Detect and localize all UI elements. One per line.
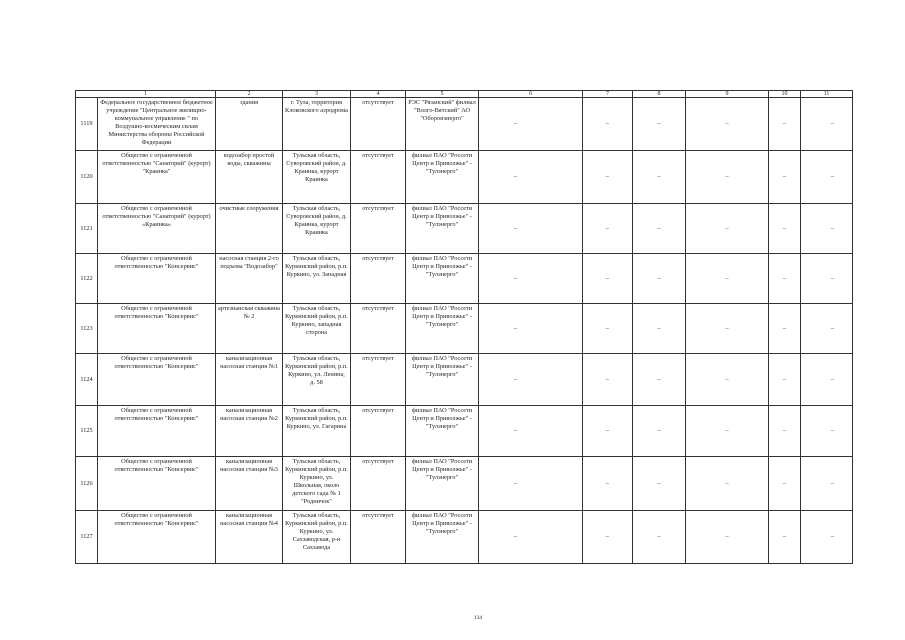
row-number: 1122 xyxy=(76,254,98,304)
grid-organization-cell: филиал ПАО "Россети Центр и Приволжье" - "Тулэнерго" xyxy=(406,354,479,406)
column-10-cell: – xyxy=(769,254,801,304)
object-address-cell: Тульская область, Суворовский район, д. Краинка, курорт Краинка xyxy=(283,151,351,204)
column-10-cell: – xyxy=(769,204,801,254)
column-10-cell: – xyxy=(769,354,801,406)
column-10-cell: – xyxy=(769,304,801,354)
column-header-8: 8 xyxy=(633,91,686,98)
column-6-cell: – xyxy=(479,204,583,254)
column-8-cell: – xyxy=(633,457,686,511)
column-7-cell: – xyxy=(583,304,633,354)
object-address-cell: Тульская область, Куркинский район, р.п. Куркино, ул. Гагарина xyxy=(283,406,351,457)
column-9-cell: – xyxy=(686,406,769,457)
column-6-cell: – xyxy=(479,457,583,511)
status-cell: отсутствует xyxy=(351,254,406,304)
table-row xyxy=(76,354,853,406)
owner-name-cell: Общество с ограниченной ответственностью "Консервис" xyxy=(98,511,216,564)
row-number: 1123 xyxy=(76,304,98,354)
column-7-cell: – xyxy=(583,254,633,304)
grid-organization-cell: РЭС "Рязанский" филиал "Волго-Вятский" АО "Оборонэнерго" xyxy=(406,98,479,151)
owner-name-cell: Общество с ограниченной ответственностью "Консервис" xyxy=(98,304,216,354)
status-cell: отсутствует xyxy=(351,204,406,254)
status-cell: отсутствует xyxy=(351,511,406,564)
column-9-cell: – xyxy=(686,304,769,354)
row-number: 1121 xyxy=(76,204,98,254)
table-row xyxy=(76,511,853,564)
table-row xyxy=(76,98,853,151)
column-11-cell: – xyxy=(801,254,853,304)
column-11-cell: – xyxy=(801,354,853,406)
column-9-cell: – xyxy=(686,204,769,254)
grid-organization-cell: филиал ПАО "Россети Центр и Приволжье" - "Тулэнерго" xyxy=(406,511,479,564)
column-7-cell: – xyxy=(583,204,633,254)
object-name-cell: водозабор простой воды, скважины xyxy=(216,151,283,204)
column-8-cell: – xyxy=(633,406,686,457)
column-11-cell: – xyxy=(801,406,853,457)
table-row xyxy=(76,151,853,204)
row-number: 1125 xyxy=(76,406,98,457)
column-number-row xyxy=(76,91,853,98)
object-address-cell: Тульская область, Куркинский район, р.п. Куркино, ул. Ленина, д. 58 xyxy=(283,354,351,406)
column-header-1: 1 xyxy=(76,91,216,98)
status-cell: отсутствует xyxy=(351,406,406,457)
column-header-6: 6 xyxy=(479,91,583,98)
column-header-11: 11 xyxy=(801,91,853,98)
object-address-cell: Тульская область, Суворовский район, д. Краинка, курорт Краинка xyxy=(283,204,351,254)
column-10-cell: – xyxy=(769,457,801,511)
object-address-cell: Тульская область, Куркинский район, р.п. Куркино, западная сторона xyxy=(283,304,351,354)
column-7-cell: – xyxy=(583,406,633,457)
column-header-9: 9 xyxy=(686,91,769,98)
column-8-cell: – xyxy=(633,98,686,151)
column-7-cell: – xyxy=(583,354,633,406)
owner-name-cell: Общество с ограниченной ответственностью "Санаторий" (курорт) "Краинка" xyxy=(98,151,216,204)
column-header-10: 10 xyxy=(769,91,801,98)
table-row xyxy=(76,204,853,254)
column-11-cell: – xyxy=(801,98,853,151)
column-9-cell: – xyxy=(686,457,769,511)
column-9-cell: – xyxy=(686,354,769,406)
grid-organization-cell: филиал ПАО "Россети Центр и Приволжье" - "Тулэнерго" xyxy=(406,304,479,354)
status-cell: отсутствует xyxy=(351,98,406,151)
column-11-cell: – xyxy=(801,511,853,564)
column-9-cell: – xyxy=(686,254,769,304)
column-header-3: 3 xyxy=(283,91,351,98)
column-8-cell: – xyxy=(633,204,686,254)
grid-organization-cell: филиал ПАО "Россети Центр и Приволжье" - "Тулэнерго" xyxy=(406,406,479,457)
grid-organization-cell: филиал ПАО "Россети Центр и Приволжье" - "Тулэнерго" xyxy=(406,457,479,511)
column-6-cell: – xyxy=(479,511,583,564)
column-6-cell: – xyxy=(479,151,583,204)
row-number: 1127 xyxy=(76,511,98,564)
owner-name-cell: Общество с ограниченной ответственностью "Консервис" xyxy=(98,254,216,304)
column-10-cell: – xyxy=(769,406,801,457)
column-header-5: 5 xyxy=(406,91,479,98)
column-7-cell: – xyxy=(583,98,633,151)
column-10-cell: – xyxy=(769,511,801,564)
table-row xyxy=(76,304,853,354)
object-address-cell: г. Тула, территория Клоковского аэродрома xyxy=(283,98,351,151)
column-7-cell: – xyxy=(583,151,633,204)
column-10-cell: – xyxy=(769,151,801,204)
column-8-cell: – xyxy=(633,254,686,304)
column-6-cell: – xyxy=(479,304,583,354)
object-address-cell: Тульская область, Куркинский район, р.п. Куркино, ул. Сахзаводская, р-н Сахзавода xyxy=(283,511,351,564)
column-8-cell: – xyxy=(633,511,686,564)
registry-table xyxy=(75,90,853,564)
column-11-cell: – xyxy=(801,304,853,354)
column-10-cell: – xyxy=(769,98,801,151)
column-header-7: 7 xyxy=(583,91,633,98)
column-6-cell: – xyxy=(479,354,583,406)
object-name-cell: артезианская скважина № 2 xyxy=(216,304,283,354)
column-9-cell: – xyxy=(686,151,769,204)
owner-name-cell: Общество с ограниченной ответственностью "Санаторий" (курорт) «Краинка» xyxy=(98,204,216,254)
column-11-cell: – xyxy=(801,457,853,511)
object-name-cell: канализационная насосная станция №4 xyxy=(216,511,283,564)
column-8-cell: – xyxy=(633,304,686,354)
grid-organization-cell: филиал ПАО "Россети Центр и Приволжье" - "Тулэнерго" xyxy=(406,151,479,204)
status-cell: отсутствует xyxy=(351,457,406,511)
object-name-cell: здания xyxy=(216,98,283,151)
object-name-cell: канализационная насосная станция №2 xyxy=(216,406,283,457)
column-6-cell: – xyxy=(479,98,583,151)
object-address-cell: Тульская область, Куркинский район, р.п. Куркино, ул. Школьная, около детского сада № 1 "Родничок" xyxy=(283,457,351,511)
column-11-cell: – xyxy=(801,151,853,204)
table-row xyxy=(76,457,853,511)
owner-name-cell: Общество с ограниченной ответственностью "Консервис" xyxy=(98,457,216,511)
owner-name-cell: Общество с ограниченной ответственностью "Консервис" xyxy=(98,354,216,406)
column-9-cell: – xyxy=(686,511,769,564)
column-6-cell: – xyxy=(479,406,583,457)
object-name-cell: канализационная насосная станция №3 xyxy=(216,457,283,511)
object-name-cell: очистные сооружения xyxy=(216,204,283,254)
grid-organization-cell: филиал ПАО "Россети Центр и Приволжье" - "Тулэнерго" xyxy=(406,254,479,304)
column-header-4: 4 xyxy=(351,91,406,98)
status-cell: отсутствует xyxy=(351,151,406,204)
object-name-cell: насосная станция 2-го подъема "Водозабор" xyxy=(216,254,283,304)
page-number: 134 xyxy=(473,615,483,621)
column-7-cell: – xyxy=(583,457,633,511)
column-8-cell: – xyxy=(633,151,686,204)
status-cell: отсутствует xyxy=(351,354,406,406)
column-7-cell: – xyxy=(583,511,633,564)
object-name-cell: канализационная насосная станция №1 xyxy=(216,354,283,406)
row-number: 1126 xyxy=(76,457,98,511)
column-6-cell: – xyxy=(479,254,583,304)
object-address-cell: Тульская область, Куркинский район, р.п. Куркино, ул. Западная xyxy=(283,254,351,304)
owner-name-cell: Федеральное государственное бюджетное учреждение "Центральное жилищно-коммунальное управление " по Воздушно-космическим силам Министерства обороны Российской Федерации xyxy=(98,98,216,151)
column-header-2: 2 xyxy=(216,91,283,98)
row-number: 1119 xyxy=(76,98,98,151)
status-cell: отсутствует xyxy=(351,304,406,354)
column-9-cell: – xyxy=(686,98,769,151)
table-row xyxy=(76,254,853,304)
row-number: 1124 xyxy=(76,354,98,406)
column-8-cell: – xyxy=(633,354,686,406)
grid-organization-cell: филиал ПАО "Россети Центр и Приволжье" - "Тулэнерго" xyxy=(406,204,479,254)
owner-name-cell: Общество с ограниченной ответственностью "Консервис" xyxy=(98,406,216,457)
column-11-cell: – xyxy=(801,204,853,254)
table-row xyxy=(76,406,853,457)
row-number: 1120 xyxy=(76,151,98,204)
